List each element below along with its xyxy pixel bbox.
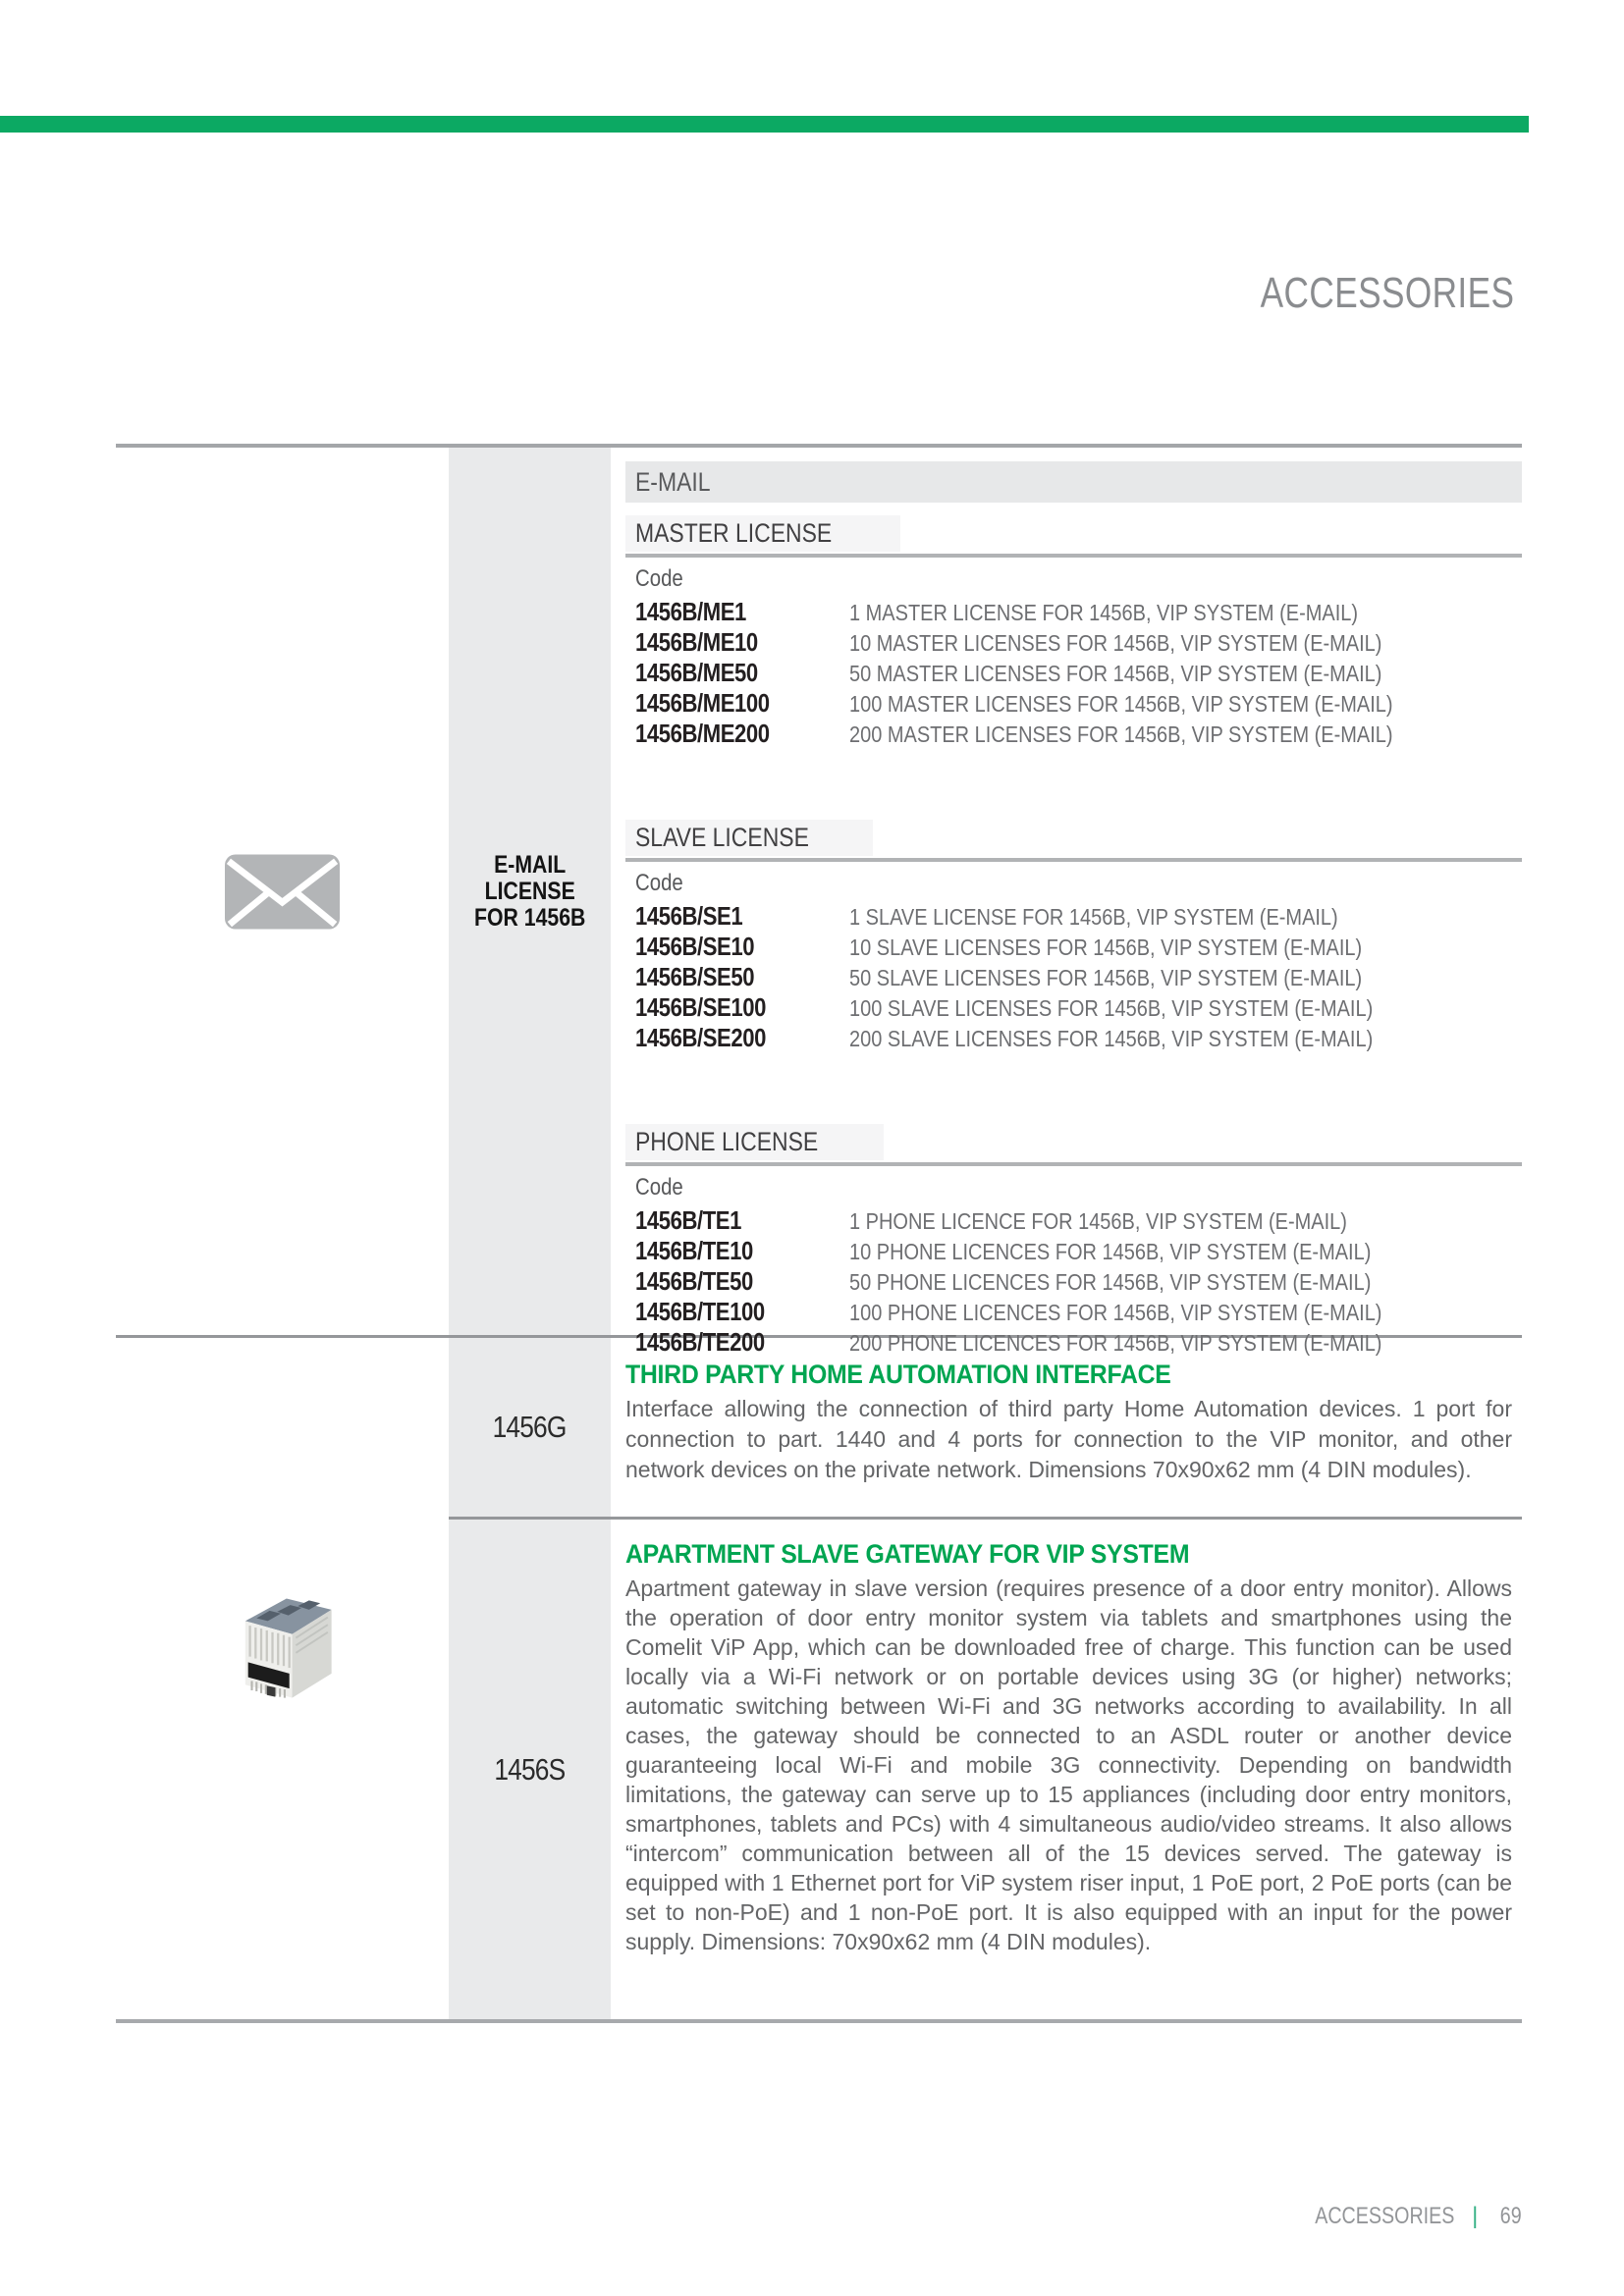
product-code-cell	[449, 1338, 611, 1517]
license-description: 200 MASTER LICENSES FOR 1456B, VIP SYSTEM (E-MAIL)	[849, 721, 1393, 747]
code-column-header	[635, 565, 1522, 593]
product-description: Interface allowing the connection of third party Home Automation devices. 1 port for connection to part. 1440 and 4 ports for connection to the VIP monitor, and other network devices on the private network. Dimensions 70x90x62 mm (4 DIN modules).	[625, 1396, 1512, 1482]
license-code: 1456B/ME100	[635, 688, 770, 718]
code-column-header-text: Code	[635, 565, 683, 592]
license-description: 100 PHONE LICENCES FOR 1456B, VIP SYSTEM (E-MAIL)	[849, 1300, 1382, 1325]
license-description: 10 SLAVE LICENSES FOR 1456B, VIP SYSTEM (E-MAIL)	[849, 934, 1363, 960]
license-table-row	[635, 962, 1522, 992]
license-code: 1456B/TE1	[635, 1205, 741, 1235]
code-column-header	[635, 1174, 1522, 1201]
table-row-1456g	[116, 1338, 1522, 1517]
photo-cell	[116, 448, 449, 1335]
license-section-phone	[625, 1124, 1522, 1358]
license-section-title-text: SLAVE LICENSE	[635, 823, 809, 852]
accessories-table	[116, 444, 1522, 2023]
product-code-cell	[449, 1517, 611, 2019]
license-description: 200 SLAVE LICENSES FOR 1456B, VIP SYSTEM (E-MAIL)	[849, 1026, 1374, 1051]
license-description: 10 PHONE LICENCES FOR 1456B, VIP SYSTEM (E-MAIL)	[849, 1239, 1372, 1264]
product-description: Apartment gateway in slave version (requires presence of a door entry monitor). Allows the operation of door entry monitor system via tablets and smartphones using the Comelit ViP App, which can be downloaded free of charge. This function can be used locally via a Wi-Fi network or on portable devices using 3G (or higher) networks; automatic switching between Wi-Fi and 3G networks according to availability. In all cases, the gateway should be connected to an ASDL router or another device guaranteeing local Wi-Fi and mobile 3G connectivity. Depending on bandwidth limitations, the gateway can serve up to 15 appliances (including door entry monitors, smartphones, tablets and PCs) with 4 simultaneous audio/video streams. It also allows “intercom” communication between all of the 15 devices served. The gateway is equipped with 1 Ethernet port for ViP system riser input, 1 PoE port, 2 PoE ports (can be set to non-PoE) and 1 non-PoE port. It is also equipped with an input for the power supply. Dimensions: 70x90x62 mm (4 DIN modules).	[625, 1575, 1512, 1954]
license-description: 1 SLAVE LICENSE FOR 1456B, VIP SYSTEM (E-MAIL)	[849, 904, 1338, 930]
license-table-row	[635, 1236, 1522, 1266]
license-code: 1456B/TE100	[635, 1297, 765, 1326]
license-table-row	[635, 1023, 1522, 1053]
section-rule	[625, 1162, 1522, 1166]
product-content	[611, 1338, 1522, 1517]
license-table-row	[635, 1297, 1522, 1327]
product-code: 1456S	[494, 1751, 566, 1787]
license-section-title	[625, 820, 873, 856]
photo-cell	[116, 1517, 449, 2019]
license-table-row	[635, 901, 1522, 932]
license-description: 10 MASTER LICENSES FOR 1456B, VIP SYSTEM (E-MAIL)	[849, 630, 1382, 656]
license-description: 200 PHONE LICENCES FOR 1456B, VIP SYSTEM (E-MAIL)	[849, 1330, 1382, 1356]
license-table-row	[635, 1205, 1522, 1236]
side-label-line: LICENSE	[484, 877, 575, 905]
license-table-row	[635, 658, 1522, 688]
license-section-master	[625, 515, 1522, 749]
footer-page-number: 69	[1500, 2203, 1522, 2229]
license-section-title	[625, 515, 900, 552]
license-code: 1456B/ME50	[635, 658, 758, 687]
table-row-email-licenses	[116, 448, 1522, 1357]
license-table-row	[635, 1266, 1522, 1297]
license-description: 50 MASTER LICENSES FOR 1456B, VIP SYSTEM (E-MAIL)	[849, 661, 1382, 686]
product-title: THIRD PARTY HOME AUTOMATION INTERFACE	[625, 1360, 1171, 1389]
license-description: 1 PHONE LICENCE FOR 1456B, VIP SYSTEM (E-MAIL)	[849, 1208, 1347, 1234]
code-column-header-text: Code	[635, 870, 683, 896]
mail-envelope-icon	[225, 854, 340, 930]
license-code: 1456B/ME10	[635, 627, 758, 657]
email-group-header-bar	[625, 461, 1522, 503]
license-table-row	[635, 719, 1522, 749]
table-row-1456s	[116, 1517, 1522, 2019]
photo-cell	[116, 1338, 449, 1517]
product-title: APARTMENT SLAVE GATEWAY FOR VIP SYSTEM	[625, 1539, 1190, 1569]
license-description: 50 SLAVE LICENSES FOR 1456B, VIP SYSTEM (E-MAIL)	[849, 965, 1363, 990]
license-description: 1 MASTER LICENSE FOR 1456B, VIP SYSTEM (E-MAIL)	[849, 600, 1359, 625]
product-code-cell	[449, 448, 611, 1335]
license-table-row	[635, 597, 1522, 627]
footer-section-label: ACCESSORIES	[1314, 2203, 1455, 2229]
license-code: 1456B/SE1	[635, 901, 743, 931]
license-section-title	[625, 1124, 884, 1160]
product-content	[611, 1517, 1522, 2019]
license-code: 1456B/ME1	[635, 597, 746, 626]
page-footer	[1284, 2203, 1522, 2230]
license-table-row	[635, 992, 1522, 1023]
license-description: 50 PHONE LICENCES FOR 1456B, VIP SYSTEM (E-MAIL)	[849, 1269, 1372, 1295]
code-column-header	[635, 870, 1522, 897]
license-table-row	[635, 688, 1522, 719]
email-group-header-label: E-MAIL	[635, 466, 711, 497]
license-description: 100 MASTER LICENSES FOR 1456B, VIP SYSTEM (E-MAIL)	[849, 691, 1393, 717]
license-code: 1456B/ME200	[635, 719, 770, 748]
din-rail-module-image	[221, 1587, 345, 1713]
side-label-line: FOR 1456B	[473, 903, 586, 932]
license-description: 100 SLAVE LICENSES FOR 1456B, VIP SYSTEM (E-MAIL)	[849, 995, 1374, 1021]
side-label-line: E-MAIL	[493, 850, 567, 879]
license-table-row	[635, 627, 1522, 658]
license-code: 1456B/SE10	[635, 932, 755, 961]
license-code: 1456B/SE200	[635, 1023, 766, 1052]
email-license-content	[611, 448, 1522, 1357]
top-green-bar	[0, 116, 1529, 133]
side-label	[474, 852, 585, 932]
section-rule	[625, 554, 1522, 558]
license-code: 1456B/TE10	[635, 1236, 753, 1265]
license-code: 1456B/SE50	[635, 962, 755, 991]
license-section-title-text: MASTER LICENSE	[635, 518, 833, 548]
footer-separator: |	[1472, 2203, 1479, 2229]
product-code: 1456G	[493, 1410, 567, 1444]
license-code: 1456B/TE50	[635, 1266, 753, 1296]
license-code: 1456B/SE100	[635, 992, 766, 1022]
license-section-slave	[625, 820, 1522, 1053]
section-rule	[625, 858, 1522, 862]
page-title: ACCESSORIES	[1260, 269, 1514, 317]
license-table-row	[635, 932, 1522, 962]
license-code: 1456B/TE200	[635, 1327, 765, 1357]
license-section-title-text: PHONE LICENSE	[635, 1127, 819, 1156]
code-column-header-text: Code	[635, 1174, 683, 1201]
